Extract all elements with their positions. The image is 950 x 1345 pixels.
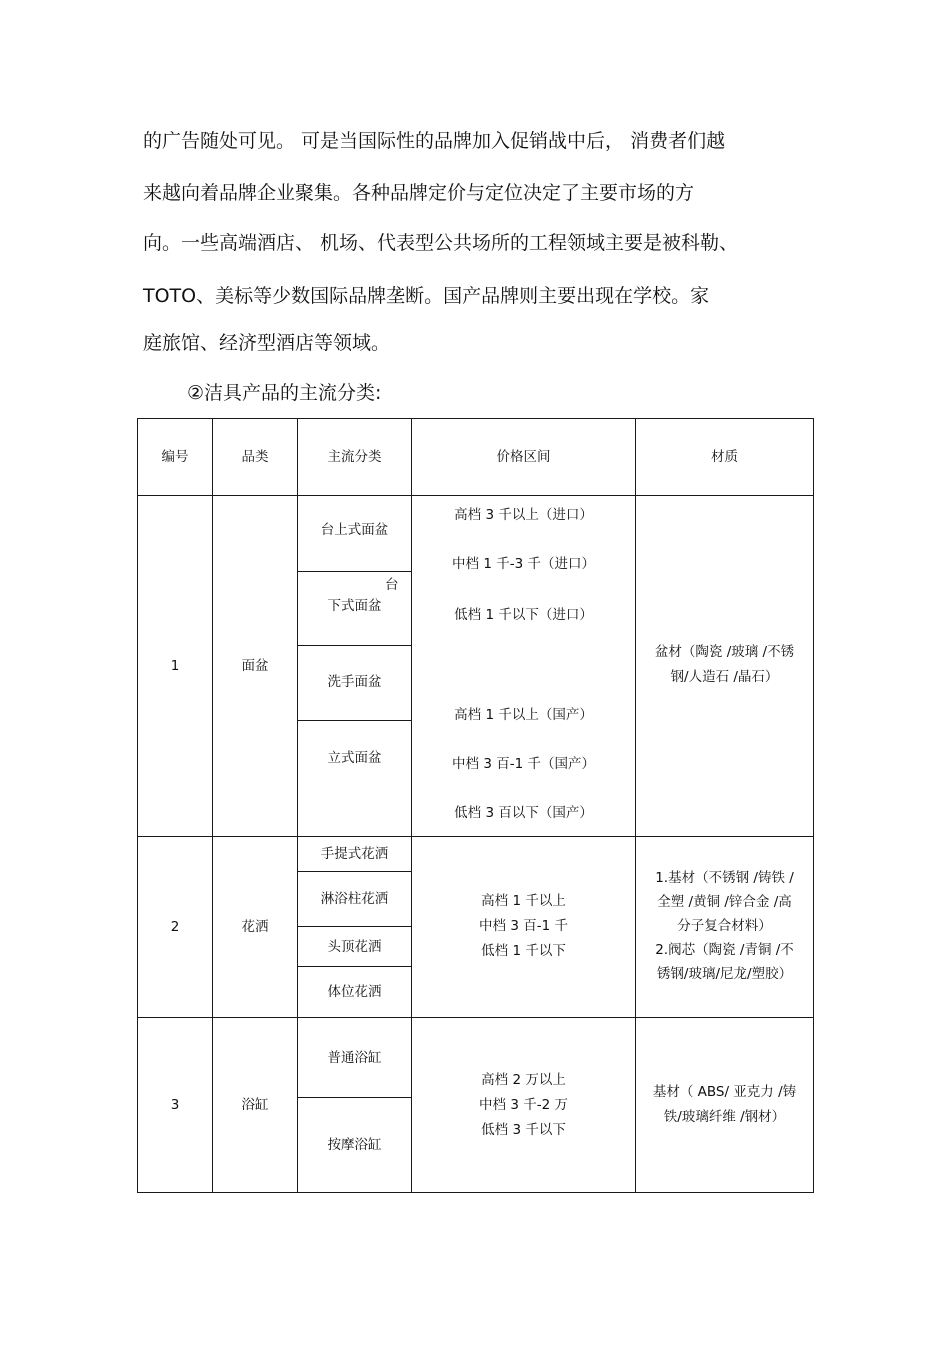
material-line: 基材（ ABS/ 亚克力 /铸 [652,1084,797,1100]
price-line: 高档 2 万以上 [481,1072,566,1088]
price-line: 中档 3 百-1 千 [479,918,568,934]
section-heading: ②洁具产品的主流分类: [187,382,382,404]
subrow-divider [297,571,412,572]
paragraph-line: TOTO、美标等少数国际品牌垄断。国产品牌则主要出现在学校。家 [143,285,710,307]
material-line: 全塑 /黄铜 /锌合金 /高 [657,894,792,910]
material-line: 分子复合材料） [677,918,772,934]
material-line: 钢/人造石 /晶石） [670,669,779,685]
row1-price: 低档 1 千以下（进口） [454,607,593,623]
row3-prices [412,1068,635,1143]
paragraph-line: 庭旅馆、经济型酒店等领域。 [143,332,391,354]
header-material: 材质 [711,449,738,465]
header-price: 价格区间 [496,449,551,465]
header-category: 品类 [241,449,269,465]
row1-price: 高档 1 千以上（国产） [454,707,593,723]
row2-type: 淋浴柱花洒 [320,891,389,907]
row1-type: 下式面盆 [327,598,382,614]
price-line: 低档 3 千以下 [481,1122,566,1138]
row2-material [636,866,813,986]
row3-number: 3 [170,1097,180,1113]
row3-type: 按摩浴缸 [327,1137,382,1153]
paragraph-line: 向。一些高端酒店、 机场、代表型公共场所的工程领域主要是被科勒、 [143,232,739,254]
row1-type: 台上式面盆 [320,522,389,538]
paragraph-line: 的广告随处可见。 可是当国际性的品牌加入促销战中后， 消费者们越 [143,130,726,152]
row3-category: 浴缸 [241,1097,269,1113]
table-border-right [813,418,814,1193]
row3-type: 普通浴缸 [327,1049,382,1066]
row2-prices [412,889,635,964]
row2-type: 手提式花洒 [320,846,389,862]
subrow-divider [297,645,412,646]
row1-category: 面盆 [241,658,269,674]
row2-type: 体位花洒 [327,984,382,1000]
subrow-divider [297,720,412,721]
paragraph-line: 来越向着品牌企业聚集。各种品牌定价与定位决定了主要市场的方 [143,182,695,204]
row1-type: 洗手面盆 [327,674,382,690]
row3-material [636,1080,813,1130]
price-line: 高档 1 千以上 [481,893,566,909]
table-border-bottom [137,1192,814,1193]
price-line: 低档 1 千以下 [481,943,566,959]
material-line: 1.基材（不锈钢 /铸铁 / [655,870,794,886]
row1-type: 立式面盆 [327,750,382,766]
row1-type-fragment: 台 [385,577,399,593]
row1-price: 中档 3 百-1 千（国产） [452,756,595,772]
row2-category: 花洒 [241,919,269,935]
row2-number: 2 [170,919,180,935]
header-types: 主流分类 [327,449,382,465]
row1-material [636,640,813,690]
row1-price: 高档 3 千以上（进口） [454,507,593,523]
row2-type: 头顶花洒 [327,938,382,955]
material-line: 2.阀芯（陶瓷 /青铜 /不 [655,942,794,958]
row1-number: 1 [170,658,180,674]
price-line: 中档 3 千-2 万 [479,1097,568,1113]
header-number: 编号 [161,449,189,465]
material-line: 盆材（陶瓷 /玻璃 /不锈 [654,644,795,660]
row1-price: 低档 3 百以下（国产） [454,805,593,821]
row1-price: 中档 1 千-3 千（进口） [452,556,595,572]
material-line: 锈钢/玻璃/尼龙/塑胶） [656,966,793,982]
material-line: 铁/玻璃纤维 /钢材） [663,1109,786,1125]
table-col-divider [635,418,636,1193]
